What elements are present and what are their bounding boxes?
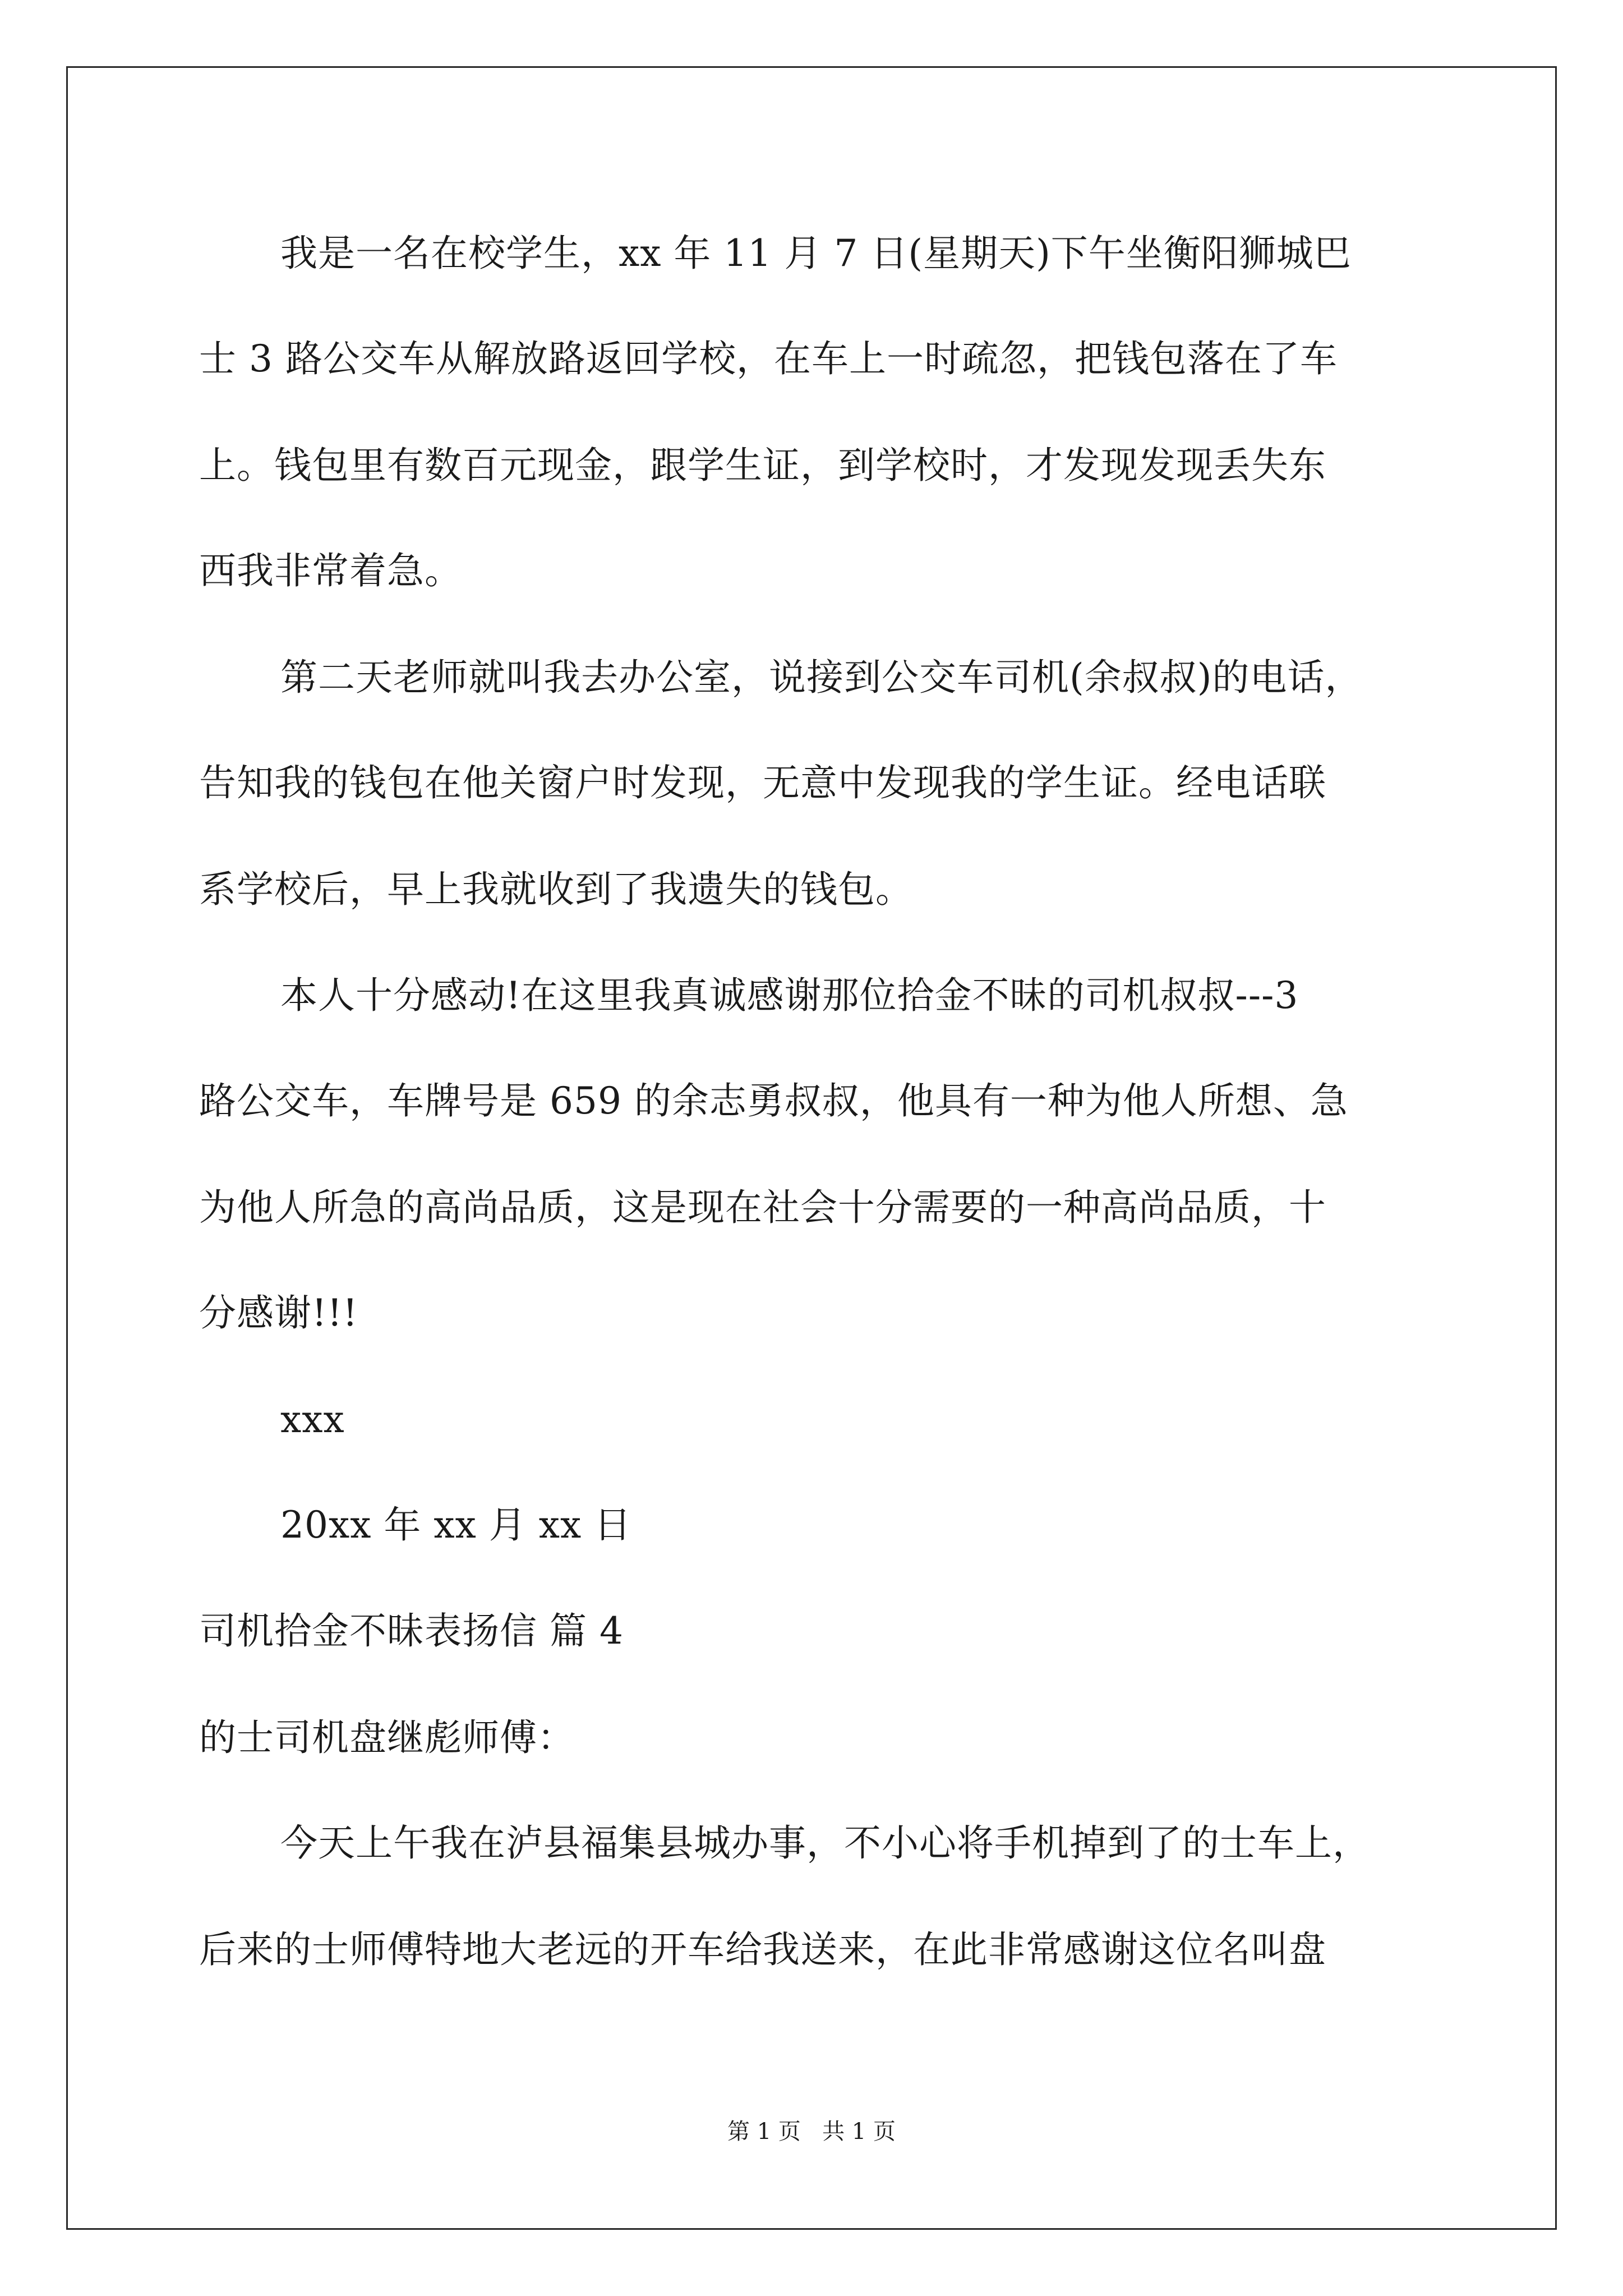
signature-date: 20xx 年 xx 月 xx 日 xyxy=(280,1503,632,1547)
paragraph-2-line-1: 第二天老师就叫我去办公室，说接到公交车司机(余叔叔)的电话， xyxy=(280,656,1363,699)
signature-name: xxx xyxy=(280,1398,345,1441)
paragraph-1-line-3: 上。钱包里有数百元现金，跟学生证，到学校时，才发现发现丢失东 xyxy=(199,444,1326,487)
paragraph-3-line-4: 分感谢!!! xyxy=(199,1291,358,1335)
paragraph-4-line-2: 后来的士师傅特地大老远的开车给我送来，在此非常感谢这位名叫盘 xyxy=(199,1928,1326,1971)
paragraph-1-line-1: 我是一名在校学生，xx 年 11 月 7 日(星期天)下午坐衡阳狮城巴 xyxy=(280,232,1352,275)
paragraph-3-line-1: 本人十分感动!在这里我真诚感谢那位拾金不昧的司机叔叔---3 xyxy=(280,974,1299,1017)
page-border xyxy=(66,66,1557,2230)
page-footer: 第 1 页 共 1 页 xyxy=(727,2119,896,2145)
paragraph-2-line-3: 系学校后，早上我就收到了我遗失的钱包。 xyxy=(199,868,913,911)
section-heading: 司机拾金不昧表扬信 篇 4 xyxy=(199,1609,624,1653)
paragraph-3-line-3: 为他人所急的高尚品质，这是现在社会十分需要的一种高尚品质，十 xyxy=(199,1186,1326,1229)
salutation: 的士司机盘继彪师傅： xyxy=(199,1716,575,1759)
paragraph-1-line-2: 士 3 路公交车从解放路返回学校，在车上一时疏忽，把钱包落在了车 xyxy=(199,337,1338,380)
paragraph-3-line-2: 路公交车，车牌号是 659 的余志勇叔叔，他具有一种为他人所想、急 xyxy=(199,1079,1348,1122)
paragraph-4-line-1: 今天上午我在泸县福集县城办事，不小心将手机掉到了的士车上， xyxy=(280,1821,1370,1865)
paragraph-1-line-4: 西我非常着急。 xyxy=(199,549,462,592)
paragraph-2-line-2: 告知我的钱包在他关窗户时发现，无意中发现我的学生证。经电话联 xyxy=(199,761,1326,804)
